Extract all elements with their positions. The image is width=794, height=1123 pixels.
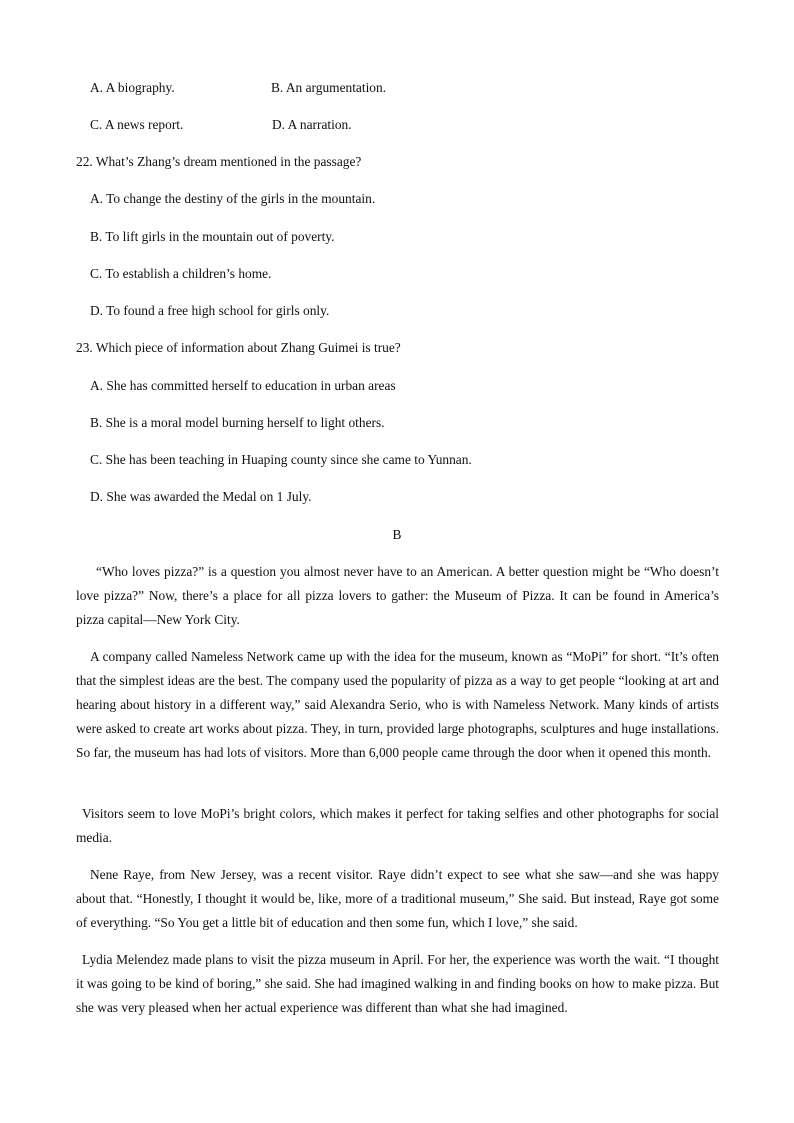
- q23-option-b: B. She is a moral model burning herself to light others.: [90, 415, 385, 430]
- passage-paragraph: “Who loves pizza?” is a question you almost never have to an American. A better question might be “Who doesn’t love pizza?” Now, there’s a place for all pizza lovers to gather: the Museum of Pizza. It can be found in America’s pizza capital—New York City.: [76, 564, 719, 627]
- q21-option-b: B. An argumentation.: [271, 80, 387, 95]
- q22-option-b: B. To lift girls in the mountain out of poverty.: [90, 229, 335, 244]
- passage-paragraph: A company called Nameless Network came up with the idea for the museum, known as “MoPi” for short. “It’s often that the simplest ideas are the best. The company used the popularity of pizza as a way to get people “looking at art and hearing about history in a different way,” said Alexandra Serio, who is with Nameless Network. Many kinds of artists were asked to create art works about pizza. They, in turn, provided large photographs, sculptures and huge installations. So far, the museum has had lots of visitors. More than 6,000 people came through the door when it opened this month.: [76, 649, 719, 760]
- section-heading: B: [392, 527, 402, 542]
- q23-option-a: A. She has committed herself to education in urban areas: [90, 378, 396, 393]
- q23-stem: 23. Which piece of information about Zhang Guimei is true?: [76, 340, 401, 355]
- q23-option-c: C. She has been teaching in Huaping county since she came to Yunnan.: [90, 452, 472, 467]
- passage-paragraph: Visitors seem to love MoPi’s bright colors, which makes it perfect for taking selfies and other photographs for social media.: [76, 806, 719, 845]
- passage-paragraph: Lydia Melendez made plans to visit the pizza museum in April. For her, the experience was worth the wait. “I thought it was going to be kind of boring,” she said. She had imagined walking in and finding books on how to make pizza. But she was very pleased when her actual experience was different than what she had imagined.: [76, 952, 719, 1015]
- q22-option-a: A. To change the destiny of the girls in the mountain.: [90, 191, 376, 206]
- q21-option-d: D. A narration.: [272, 117, 352, 132]
- q22-stem: 22. What’s Zhang’s dream mentioned in the passage?: [76, 154, 362, 169]
- q21-option-a: A. A biography.: [90, 80, 175, 95]
- q22-option-c: C. To establish a children’s home.: [90, 266, 272, 281]
- q21-option-c: C. A news report.: [90, 117, 184, 132]
- q23-option-d: D. She was awarded the Medal on 1 July.: [90, 489, 312, 504]
- passage-paragraph: Nene Raye, from New Jersey, was a recent visitor. Raye didn’t expect to see what she saw—and she was happy about that. “Honestly, I thought it would be, like, more of a traditional museum,” She said. But instead, Raye got some of everything. “So You get a little bit of education and then some fun, which I love,” she said.: [76, 867, 719, 930]
- q22-option-d: D. To found a free high school for girls only.: [90, 303, 330, 318]
